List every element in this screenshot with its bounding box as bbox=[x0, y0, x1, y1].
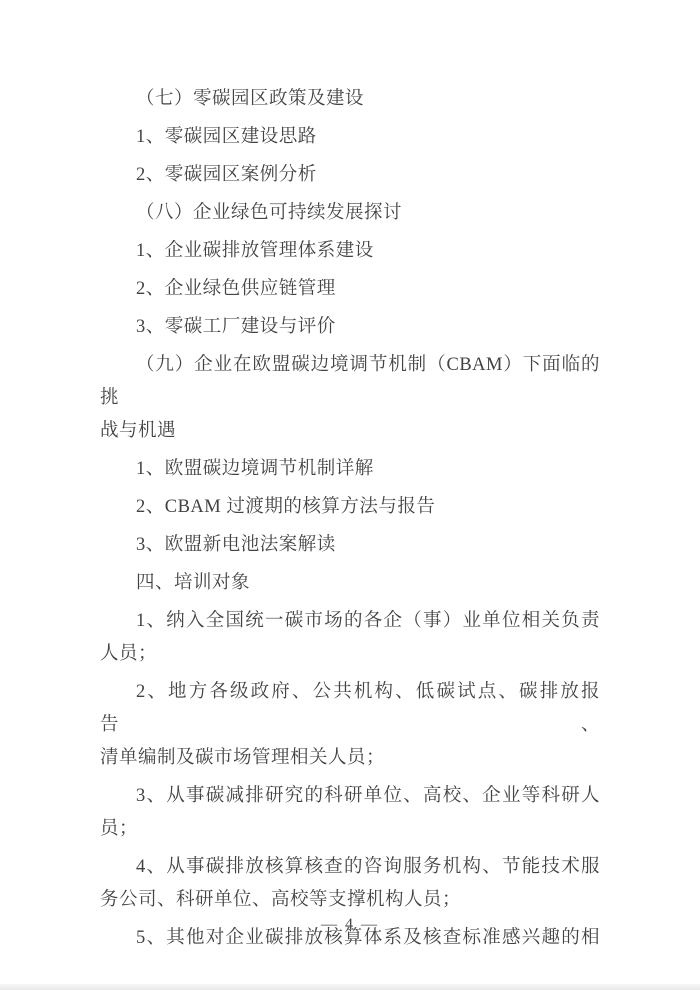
doc-line: 四、培训对象 bbox=[136, 573, 251, 593]
doc-line: 战与机遇 bbox=[100, 421, 177, 441]
document-body bbox=[100, 83, 600, 955]
paragraph bbox=[100, 529, 600, 562]
doc-line: 2、地方各级政府、公共机构、低碳试点、碳排放报告、 bbox=[100, 682, 600, 735]
doc-line: 3、零碳工厂建设与评价 bbox=[136, 317, 336, 337]
doc-line: （八）企业绿色可持续发展探讨 bbox=[136, 203, 403, 223]
paragraph bbox=[100, 453, 600, 486]
doc-line: 5、其他对企业碳排放核算体系及核查标准感兴趣的相 bbox=[136, 928, 600, 948]
doc-line: 1、零碳园区建设思路 bbox=[136, 127, 317, 147]
doc-line: 务公司、科研单位、高校等支撑机构人员； bbox=[100, 890, 462, 910]
paragraph bbox=[100, 676, 600, 775]
paragraph bbox=[100, 197, 600, 230]
paragraph bbox=[100, 311, 600, 344]
paragraph bbox=[100, 491, 600, 524]
scan-edge-shadow bbox=[0, 984, 700, 990]
doc-line: 1、企业碳排放管理体系建设 bbox=[136, 241, 374, 261]
doc-line: 人员； bbox=[100, 644, 158, 664]
doc-line: 3、欧盟新电池法案解读 bbox=[136, 535, 336, 555]
paragraph bbox=[100, 273, 600, 306]
paragraph bbox=[100, 780, 600, 846]
paragraph bbox=[100, 605, 600, 671]
doc-line: （九）企业在欧盟碳边境调节机制（CBAM）下面临的挑 bbox=[100, 355, 600, 408]
paragraph bbox=[100, 83, 600, 116]
page-number: — 4 — bbox=[321, 916, 379, 933]
doc-line: 2、零碳园区案例分析 bbox=[136, 165, 317, 185]
doc-line: 2、CBAM 过渡期的核算方法与报告 bbox=[136, 497, 436, 517]
doc-line: （七）零碳园区政策及建设 bbox=[136, 89, 365, 109]
paragraph bbox=[100, 121, 600, 154]
paragraph bbox=[100, 235, 600, 268]
doc-line: 1、欧盟碳边境调节机制详解 bbox=[136, 459, 374, 479]
paragraph bbox=[100, 567, 600, 600]
doc-line: 清单编制及碳市场管理相关人员； bbox=[100, 748, 386, 768]
doc-line: 员； bbox=[100, 819, 139, 839]
doc-line: 3、从事碳减排研究的科研单位、高校、企业等科研人 bbox=[136, 786, 600, 806]
paragraph bbox=[100, 851, 600, 917]
doc-line: 2、企业绿色供应链管理 bbox=[136, 279, 336, 299]
doc-line: 4、从事碳排放核算核查的咨询服务机构、节能技术服 bbox=[136, 857, 600, 877]
paragraph bbox=[100, 349, 600, 448]
paragraph bbox=[100, 159, 600, 192]
doc-line: 1、纳入全国统一碳市场的各企（事）业单位相关负责 bbox=[136, 611, 600, 631]
